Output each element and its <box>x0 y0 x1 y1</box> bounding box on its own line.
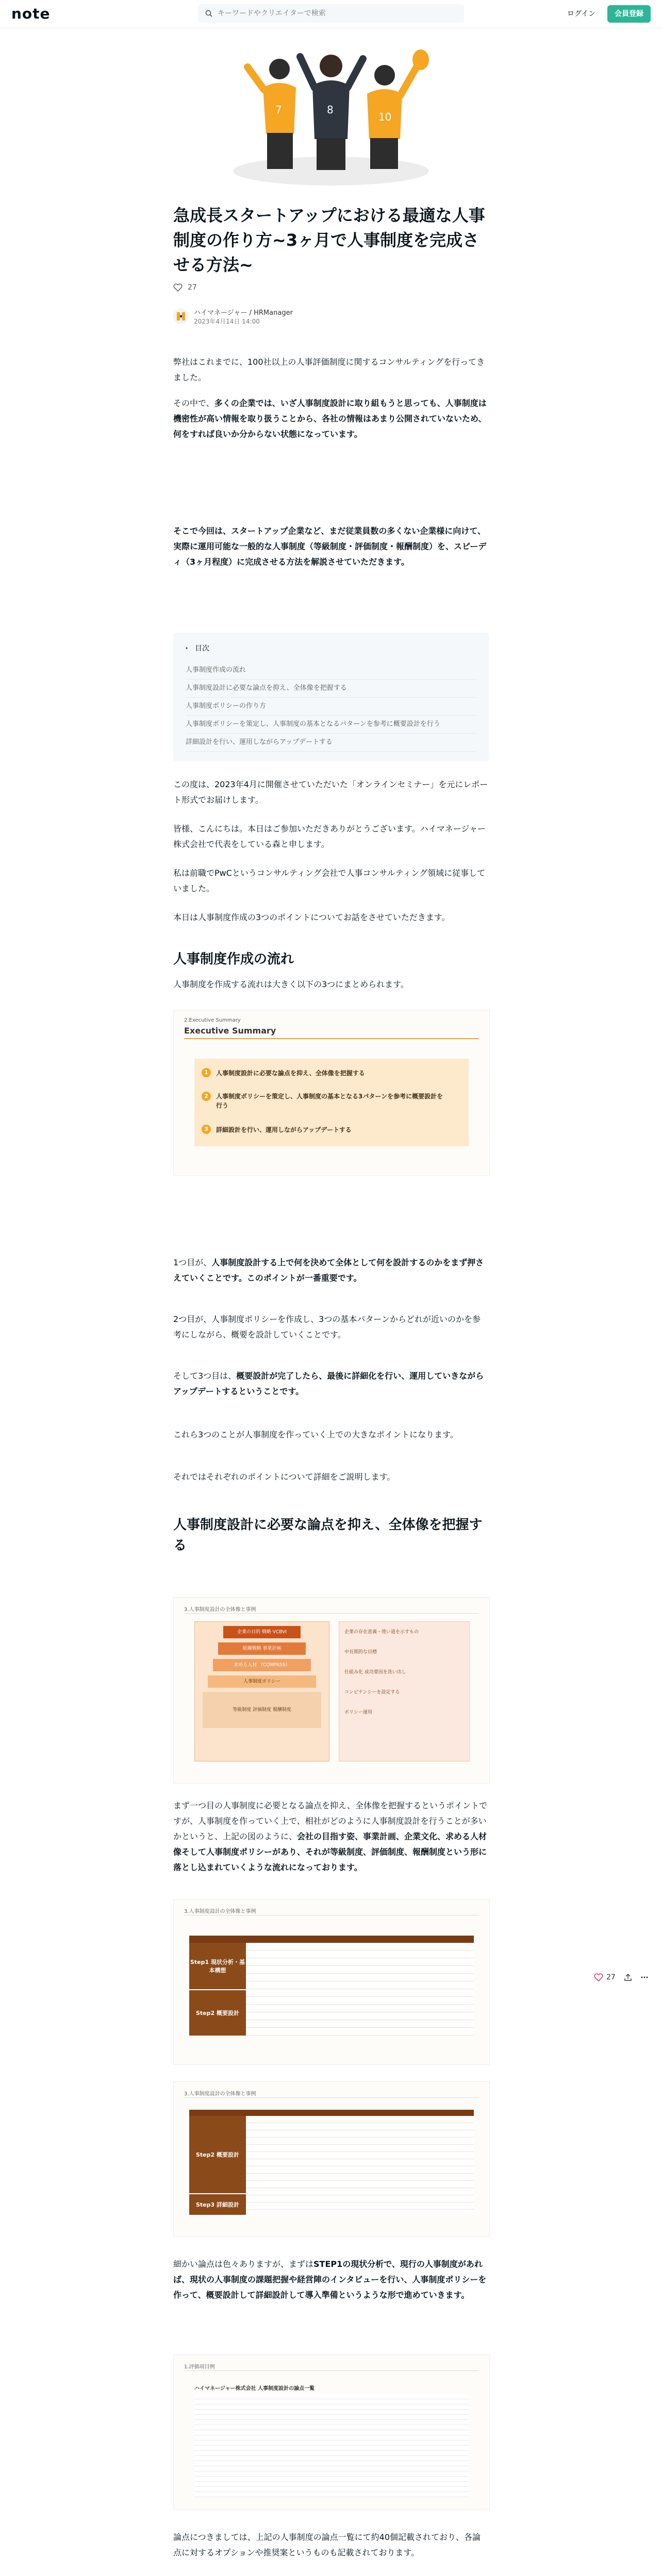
paragraph <box>173 1798 489 1875</box>
paragraph-bold: 人事制度設計する上で何を決めて全体として何を設計するのかをまず押さえていくことです。このポイントが一番重要です。 <box>173 1258 484 1283</box>
paragraph: 弊社はこれまでに、100社以上の人事評価制度に関するコンサルティングを行ってきました。 <box>173 357 485 382</box>
pyramid-layer: 企業の目的 戦略 VCBVI <box>223 1626 301 1638</box>
table-of-contents <box>173 633 489 761</box>
share-icon[interactable] <box>624 1973 632 1981</box>
svg-text:10: 10 <box>378 111 392 123</box>
author-block[interactable] <box>173 307 293 326</box>
paragraph: 皆様、こんにちは。本日はご参加いただきありがとうございます。ハイマネージャー株式会社で代表をしている森と申します。 <box>173 824 486 849</box>
hr-design-overview-slide <box>173 1597 490 1784</box>
pyramid-note: 仕組み化 成功要因を洗い出し <box>344 1670 406 1675</box>
toc-item[interactable]: 人事制度ポリシーを策定し、人事制度の基本となるパターンを参考に概要設計を行う <box>186 716 476 734</box>
paragraph <box>173 2257 489 2303</box>
article-title: 急成長スタートアップにおける最適な人事制度の作り方~3ヶ月で人事制度を完成させる方法~ <box>173 206 485 275</box>
section-heading: 人事制度設計に必要な論点を抑え、全体像を把握する <box>173 1517 483 1553</box>
slide-caption: 3.人事制度設計の全体像と事例 <box>184 2091 256 2097</box>
side-like-count: 27 <box>606 1973 616 1981</box>
company-logo-icon <box>176 312 186 321</box>
process-table-slide-2 <box>173 2081 490 2237</box>
paragraph: 私は前職でPwCというコンサルティング会社で人事コンサルティング領域に従事していました。 <box>173 868 486 893</box>
pyramid-note: 企業の存在意義・使い道を示すもの <box>344 1630 419 1635</box>
paragraph-text: 細かい論点は色々ありますが、まずは <box>173 2259 314 2269</box>
slide-divider <box>184 1613 479 1614</box>
author-name[interactable]: ハイマネージャー / HRManager <box>194 309 293 317</box>
summary-item <box>202 1125 352 1134</box>
summary-item <box>202 1068 365 1077</box>
paragraph-text: その中で、 <box>173 398 214 408</box>
more-icon[interactable] <box>640 1973 649 1981</box>
sheet-title: ハイマネージャー株式会社 人事制度設計の論点一覧 <box>194 2386 315 2392</box>
paragraph: この度は、2023年4月に開催させていただいた「オンラインセミナー」を元にレポート形式でお届けします。 <box>173 779 488 805</box>
paragraph <box>173 1368 489 1399</box>
slide-divider <box>184 2370 479 2371</box>
side-like[interactable] <box>594 1973 616 1981</box>
number-badge: 1 <box>202 1068 211 1077</box>
slide-caption: 3.人事制度設計の全体像と事例 <box>184 1909 256 1914</box>
search-box[interactable] <box>198 4 464 23</box>
toc-item[interactable]: 詳細設計を行い、運用しながらアップデートする <box>186 734 476 752</box>
step-label: Step2 概要設計 <box>189 2116 246 2193</box>
paragraph: これら3つのことが人事制度を作っていく上での大きなポイントになります。 <box>173 1430 458 1439</box>
paragraph: そこで今回は、スタートアップ企業など、まだ従業員数の多くない企業様に向けて、実際に運用可能な一般的な人事制度（等級制度・評価制度・報酬制度）を、スピーディ（3ヶ月程度）に完成させる方法を解説させていただきます。 <box>173 526 487 567</box>
toc-list <box>186 662 476 752</box>
process-table-slide-1 <box>173 1899 490 2065</box>
paragraph: 本日は人事制度作成の3つのポイントについてお話をさせていただきます。 <box>173 912 450 922</box>
search-input[interactable] <box>217 9 445 18</box>
summary-text: 人事制度設計に必要な論点を抑え、全体像を把握する <box>216 1069 365 1077</box>
avatar[interactable] <box>173 309 189 324</box>
paragraph-bold: 概要設計が完了したら、最後に詳細化を行い、運用していきながらアップデートするということです。 <box>173 1371 484 1396</box>
signup-button[interactable]: 会員登録 <box>607 5 651 23</box>
publish-date: 2023年4月14日 14:00 <box>194 318 260 325</box>
paragraph: 2つ目が、人事制度ポリシーを作成し、3つの基本パターンからどれが近いのかを参考にしながら、概要を設計していくことです。 <box>173 1314 481 1340</box>
paragraph: 論点につきましては、上記の人事制度の論点一覧にて約40個記載されており、各論点に対するオプションや推奨案というものも記載されております。 <box>173 2532 481 2557</box>
toc-item[interactable]: 人事制度設計に必要な論点を抑え、全体像を把握する <box>186 680 476 698</box>
like-row <box>173 283 197 292</box>
hr-issues-spreadsheet <box>173 2354 490 2510</box>
paragraph-text: まず一つ目の人事制度に必要となる論点を抑え、全体像を把握するというポイントですが、人事制度を作っていく上で、相社がどのように人事制度設計を行うことが多いかというと、上記の図のように、 <box>173 1801 487 1841</box>
toc-item[interactable]: 人事制度作成の流れ <box>186 662 476 680</box>
paragraph: それではそれぞれのポイントについて詳細をご説明します。 <box>173 1472 395 1482</box>
step-label: Step2 概要設計 <box>189 1990 246 2036</box>
table-header <box>189 2110 474 2116</box>
summary-text: 詳細設計を行い、運用しながらアップデートする <box>216 1126 352 1133</box>
hero-illustration <box>165 36 497 191</box>
paragraph <box>173 1255 489 1286</box>
number-badge: 3 <box>202 1125 211 1134</box>
step-label: Step3 詳細設計 <box>189 2194 246 2215</box>
paragraph-bold: 会社の目指す姿、事業計画、企業文化、求める人材像そして人事制度ポリシーがあり、それが等級制度、評価制度、報酬制度という形に落とし込まれていくような流れになっております。 <box>173 1832 487 1872</box>
pyramid-note: 中長期的な目標 <box>344 1650 377 1655</box>
pyramid-note: コンピテンシーを設定する <box>344 1690 400 1695</box>
list-icon <box>186 645 192 651</box>
summary-item <box>202 1092 449 1110</box>
pyramid-layer: 人事制度ポリシー <box>208 1675 316 1688</box>
login-link[interactable]: ログイン <box>567 10 596 18</box>
summary-text: 人事制度ポリシーを策定し、人事制度の基本となる3パターンを参考に概要設計を行う <box>216 1093 443 1109</box>
pyramid-note: ポリシー運用 <box>344 1710 373 1715</box>
paragraph-bold: STEP1の現状分析で、現行の人事制度があれば、現状の人事制度の課題把握や経営陣のインタビューを行い、人事制度ポリシーを作って、概要設計して詳細設計して導入準備というような形で進めていきます。 <box>173 2259 487 2300</box>
toc-item[interactable]: 人事制度ポリシーの作り方 <box>186 698 476 716</box>
paragraph: 人事制度を作成する流れは大きく以下の3つにまとめられます。 <box>173 979 409 989</box>
floating-actions <box>594 1973 649 1981</box>
number-badge: 2 <box>202 1092 211 1101</box>
step-label: Step1 現状分析・基本構想 <box>189 1943 246 1989</box>
pyramid-right <box>339 1621 470 1761</box>
summary-box <box>194 1059 469 1146</box>
like-count: 27 <box>188 283 197 292</box>
heart-icon[interactable] <box>594 1973 603 1981</box>
site-header <box>0 0 662 28</box>
section-heading: 人事制度作成の流れ <box>173 952 294 967</box>
pyramid-left <box>194 1621 329 1761</box>
table-header <box>189 1936 474 1943</box>
pyramid-layer: 組織戦略 事業計画 <box>218 1642 306 1655</box>
paragraph-bold: 多くの企業では、いざ人事制度設計に取り組もうと思っても、人事制度は機密性が高い情報を取り扱うことから、各社の情報はあまり公開されていないため、何をすれば良いか分からない状態になっています。 <box>173 398 487 439</box>
paragraph-text: そして3つ目は、 <box>173 1371 237 1381</box>
heart-icon[interactable] <box>173 283 183 292</box>
search-icon <box>205 10 212 17</box>
slide-caption: 1.評価項目例 <box>184 2364 215 2370</box>
slide-caption: 3.人事制度設計の全体像と事例 <box>184 1607 256 1613</box>
slide-divider <box>184 2097 479 2098</box>
svg-text:7: 7 <box>275 104 282 116</box>
slide-caption: 2.Executive Summary <box>184 1018 241 1023</box>
slide-divider <box>184 1038 479 1039</box>
executive-summary-slide <box>173 1010 490 1176</box>
paragraph-text: 1つ目が、 <box>173 1258 212 1267</box>
table-body <box>246 1943 474 2036</box>
table-body <box>246 2116 474 2215</box>
pyramid-layer: 等級制度 評価制度 報酬制度 <box>203 1692 321 1728</box>
paragraph <box>173 396 489 442</box>
toc-header[interactable] <box>186 643 209 653</box>
slide-heading: Executive Summary <box>184 1026 276 1036</box>
pyramid-layer: 求める人材 （COMPASS） <box>213 1659 311 1671</box>
note-logo[interactable]: note <box>11 5 51 22</box>
svg-text:8: 8 <box>327 104 334 116</box>
slide-divider <box>184 1915 479 1916</box>
team-celebration-illustration <box>165 36 497 191</box>
toc-title: 目次 <box>195 645 209 653</box>
sheet-body <box>194 2394 469 2497</box>
